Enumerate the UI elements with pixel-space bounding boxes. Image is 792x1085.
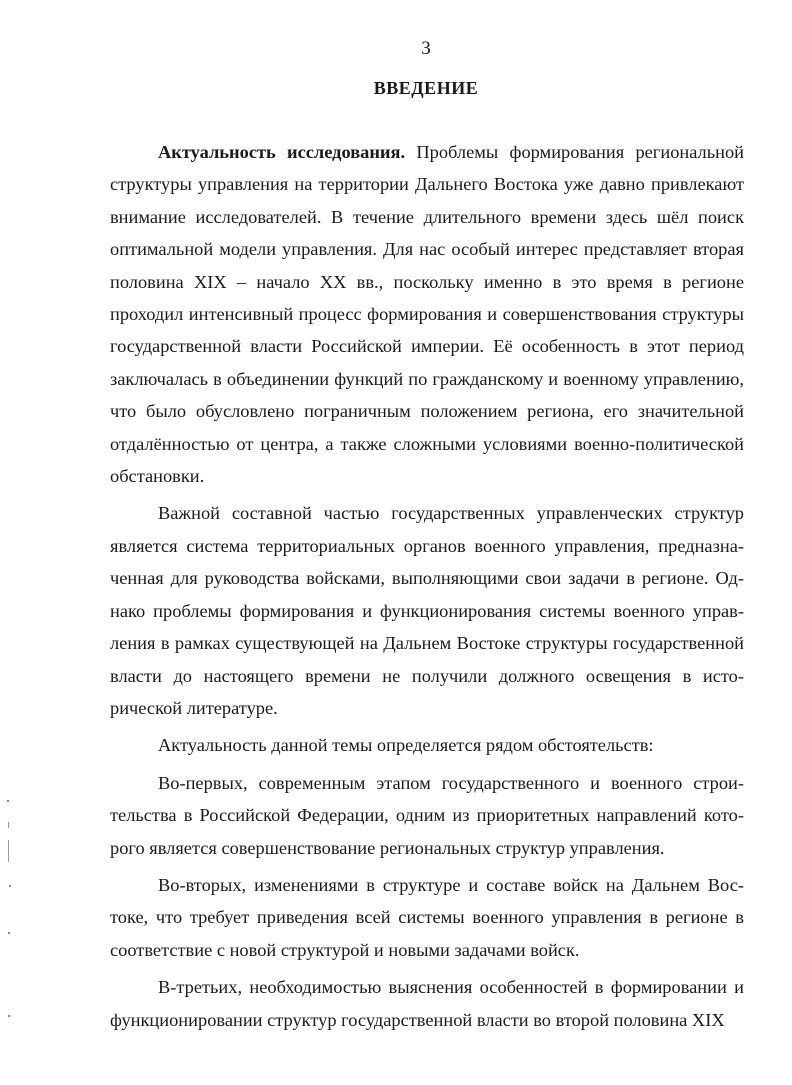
paragraph-secondly: Во-вторых, изменениями в структуре и составе войск на Дальнем Востоке, что требует приведения всей системы военного управления в регионе в соответствие с новой структурой и новыми задачами войск. [110,874,744,960]
paragraph-text: Проблемы формирования региональной структуры управления на территории Дальнего Востока уже давно привлекают внимание исследователей. В течение длительного времени здесь шёл поиск оптимальной модели управления. Для нас особый интерес представляет вторая половина XIX – начало XX вв., поскольку именно в это время в регионе проходил интенсивный процесс формирования и совершенствования структуры государственной власти Российской империи. Её особенность в этот период заключалась в объединении функций по гражданскому и военному управлению, что было обусловлено пограничным положением региона, его значительной отдалённостью от центра, а также сложными условиями военно-политической обстановки. [110,142,744,487]
scan-artifact [8,932,10,934]
paragraph-military-structures: Важной составной частью государственных управленческих структур является система территориальных органов военного управления, предназначенная для руководства войсками, выполняющими свои задачи в регионе. Однако проблемы формирования и функционирования системы военного управления в рамках существующей на Дальнем Востоке структуры государственной власти до настоящего времени не получили должного освещения в исторической литературе. [110,503,744,718]
scan-artifact [8,1015,10,1017]
scan-artifact [9,885,11,887]
paragraph-circumstances-intro: Актуальность данной темы определяется рядом обстоятельств: [158,735,654,756]
scan-artifact [8,840,9,862]
paragraph-thirdly: В-третьих, необходимостью выяснения особенностей в формировании и функционировании структур государственной власти во второй половина XIX [110,977,744,1030]
paragraph-relevance [110,136,744,492]
body-text [110,136,744,1036]
scan-artifact [7,800,9,802]
section-heading: ВВЕДЕНИЕ [373,78,479,98]
scan-artifact [8,822,9,828]
paragraph-firstly: Во-первых, современным этапом государственного и военного строительства в Российской Федерации, одним из приоритетных направлений которого является совершенствование региональных структур управления. [110,772,744,858]
page-number: 3 [421,38,431,59]
paragraph-lead: Актуальность исследования. [158,142,406,162]
